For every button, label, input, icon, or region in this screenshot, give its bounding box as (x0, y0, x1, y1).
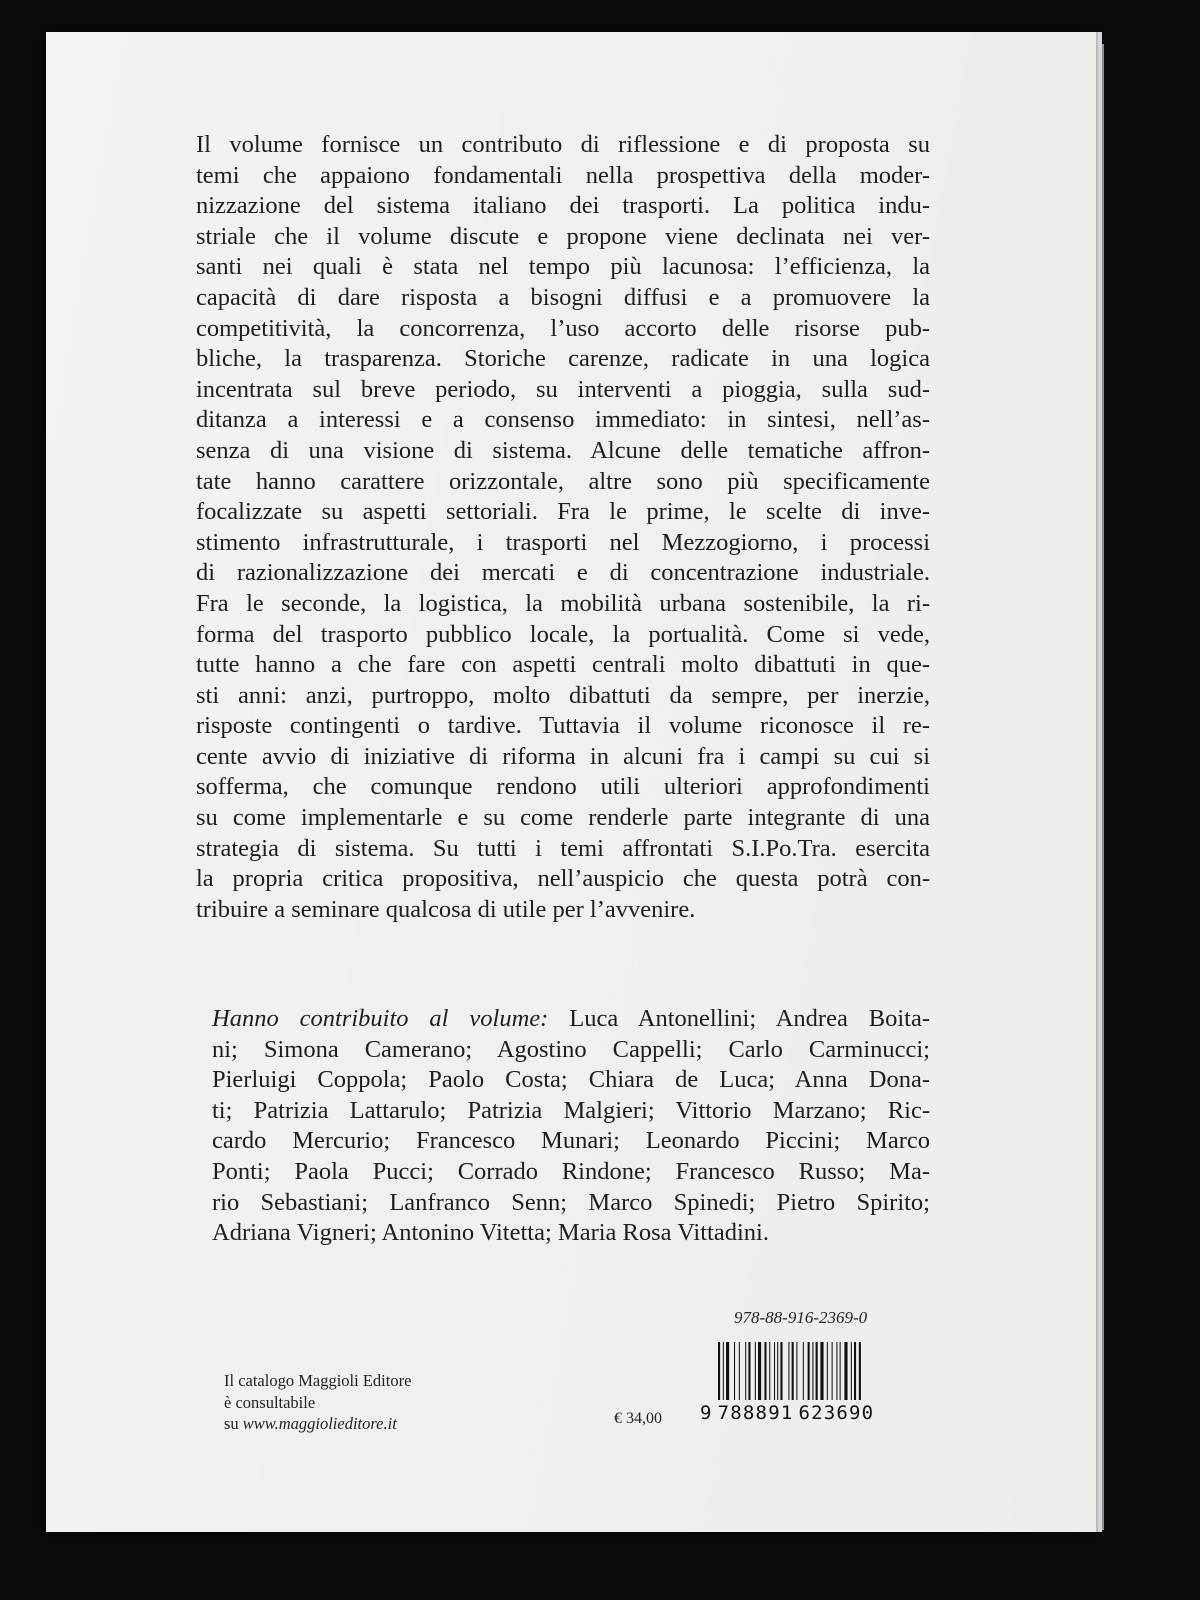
catalog-line-3-prefix: su (224, 1414, 243, 1433)
blurb-line: Il volume fornisce un contributo di riflessione e di proposta su (196, 131, 930, 158)
blurb-line: striale che il volume discute e propone viene declinata nei ver- (196, 222, 930, 250)
contributors-line: Pierluigi Coppola; Paolo Costa; Chiara de Luca; Anna Dona- (212, 1066, 930, 1094)
blurb-line: la propria critica propositiva, nell’auspicio che questa potrà con- (196, 865, 930, 893)
contributors-lead: Hanno contribuito al volume: (212, 1005, 549, 1032)
blurb-line: competitività, la concorrenza, l’uso accorto delle risorse pub- (196, 314, 930, 342)
blurb-text (196, 130, 930, 925)
contributors-line: Adriana Vigneri; Antonino Vitetta; Maria Rosa Vittadini. (212, 1219, 769, 1247)
publisher-website-link[interactable]: www.maggiolieditore.it (242, 1414, 397, 1433)
catalog-line-3 (224, 1413, 411, 1435)
blurb-line: nizzazione del sistema italiano dei trasporti. La politica indu- (196, 192, 930, 220)
blurb-line: temi che appaiono fondamentali nella prospettiva della moder- (196, 161, 930, 189)
contributors-paragraph (212, 1004, 930, 1249)
blurb-line: cente avvio di iniziative di riforma in alcuni fra i campi su cui si (196, 742, 930, 770)
blurb-line: Fra le seconde, la logistica, la mobilità urbana sostenibile, la ri- (196, 589, 930, 617)
contributors-line: rio Sebastiani; Lanfranco Senn; Marco Spinedi; Pietro Spirito; (212, 1188, 930, 1216)
blurb-line: ditanza a interessi e a consenso immediato: in sintesi, nell’as- (196, 406, 930, 434)
barcode-digit-right-group: 623690 (798, 1402, 875, 1424)
isbn-number: 978-88-916-2369-0 (734, 1308, 868, 1327)
blurb-line: forma del trasporto pubblico locale, la portualità. Come si vede, (196, 620, 930, 648)
contributors-line: cardo Mercurio; Francesco Munari; Leonardo Piccini; Marco (212, 1127, 930, 1155)
blurb-line: sti anni: anzi, purtroppo, molto dibattuti da sempre, per inerzie, (196, 681, 930, 709)
contributors-line: ti; Patrizia Lattarulo; Patrizia Malgieri; Vittorio Marzano; Ric- (212, 1096, 930, 1124)
barcode-digits (700, 1402, 910, 1424)
contributors-line (212, 1004, 930, 1035)
barcode (718, 1342, 906, 1400)
blurb-line: sofferma, che comunque rendono utili ulteriori approfondimenti (196, 773, 930, 801)
price-label: € 34,00 (614, 1410, 662, 1427)
book-page-edges (1096, 44, 1104, 1530)
blurb-line: focalizzate su aspetti settoriali. Fra le prime, le scelte di inve- (196, 498, 930, 526)
blurb-line: di razionalizzazione dei mercati e di concentrazione industriale. (196, 559, 930, 587)
blurb-line: capacità di dare risposta a bisogni diffusi e a promuovere la (196, 283, 930, 311)
contributors-first-line-rest: Luca Antonellini; Andrea Boita- (548, 1005, 930, 1032)
barcode-digit-first: 9 (700, 1402, 713, 1424)
blurb-line: santi nei quali è stata nel tempo più lacunosa: l’efficienza, la (196, 253, 930, 281)
publisher-catalog-note (224, 1370, 411, 1435)
blurb-line: bliche, la trasparenza. Storiche carenze, radicate in una logica (196, 345, 930, 373)
blurb-line: tribuire a seminare qualcosa di utile per l’avvenire. (196, 895, 696, 923)
blurb-line: tutte hanno a che fare con aspetti centrali molto dibattuti in que- (196, 651, 930, 679)
blurb-line: senza di una visione di sistema. Alcune delle tematiche affron- (196, 436, 930, 464)
catalog-line-1: Il catalogo Maggioli Editore (224, 1371, 412, 1390)
barcode-digit-left-group: 788891 (717, 1402, 794, 1424)
contributors-line: Ponti; Paola Pucci; Corrado Rindone; Francesco Russo; Ma- (212, 1157, 930, 1185)
blurb-line: risposte contingenti o tardive. Tuttavia il volume riconosce il re- (196, 712, 930, 740)
blurb-line: tate hanno carattere orizzontale, altre sono più specificamente (196, 467, 930, 495)
blurb-line: stimento infrastrutturale, i trasporti nel Mezzogiorno, i processi (196, 528, 930, 556)
catalog-line-2: è consultabile (224, 1392, 316, 1412)
blurb-line: incentrata sul breve periodo, su interventi a pioggia, sulla sud- (196, 375, 930, 403)
blurb-line: su come implementarle e su come renderle parte integrante di una (196, 804, 930, 832)
blurb-line: strategia di sistema. Su tutti i temi affrontati S.I.Po.Tra. esercita (196, 834, 930, 862)
contributors-line: ni; Simona Camerano; Agostino Cappelli; Carlo Carminucci; (212, 1035, 930, 1063)
